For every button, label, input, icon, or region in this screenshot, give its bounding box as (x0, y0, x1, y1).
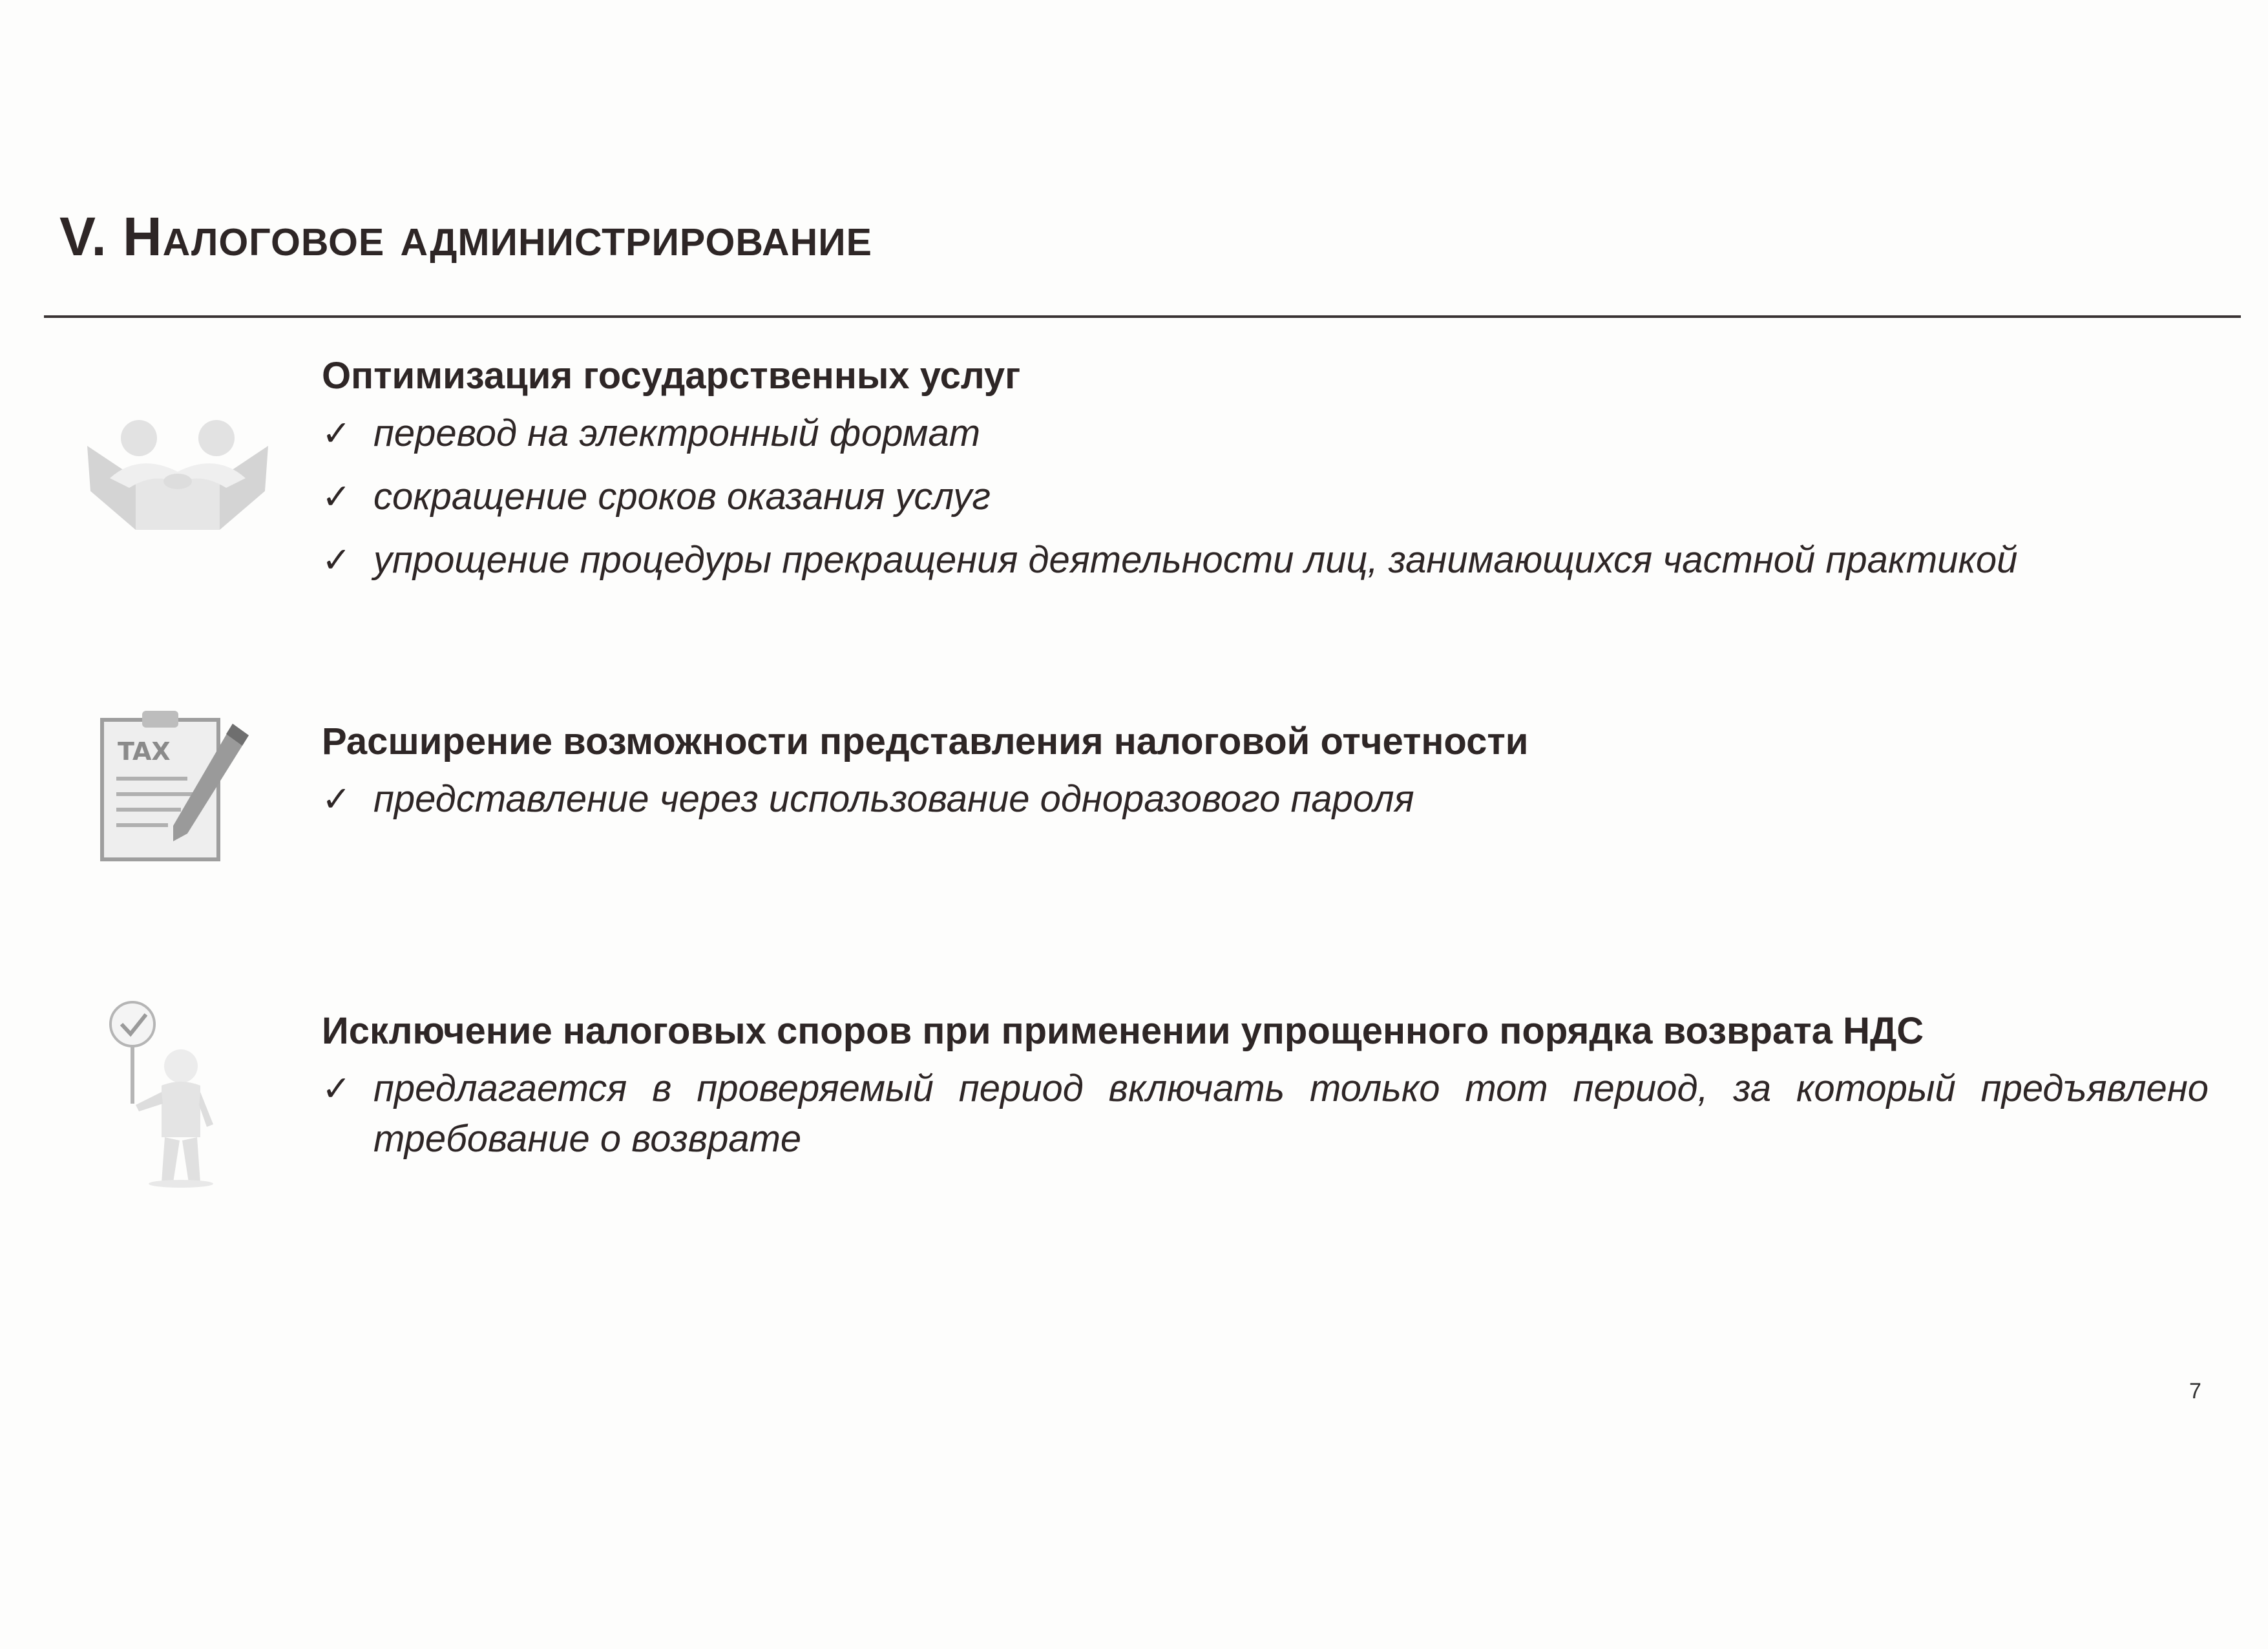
section-heading: Оптимизация государственных услуг (322, 355, 1021, 397)
title-divider (44, 315, 2241, 318)
list-item: ✓ представление через использование одноразового пароля (322, 768, 2209, 831)
list-item: ✓ перевод на электронный формат (322, 402, 2209, 465)
section-optimization (322, 350, 2209, 592)
section-reporting (322, 716, 2209, 831)
checkmark-icon: ✓ (322, 541, 352, 580)
tax-label: TAX (118, 737, 171, 766)
page-number: 7 (2189, 1379, 2201, 1403)
section-heading: Исключение налоговых споров при применении упрощенного порядка возврата НДС (322, 1010, 1924, 1052)
checkmark-icon: ✓ (322, 478, 352, 516)
list-item: ✓ сокращение сроков оказания услуг (322, 465, 2209, 529)
list-item: ✓ упрощение процедуры прекращения деятельности лиц, занимающихся частной практикой (322, 529, 2209, 592)
list-item: ✓ предлагается в проверяемый период включать только тот период, за который предъявлено требование о возврате (322, 1064, 2209, 1164)
tax-form-pencil-icon (97, 698, 258, 866)
handshake-people-icon (71, 407, 284, 536)
page-title: V. Налоговое администрирование (59, 206, 872, 267)
section-vat-refund (322, 1005, 2209, 1164)
checkmark-icon: ✓ (322, 780, 352, 819)
checkmark-icon: ✓ (322, 1069, 352, 1108)
bullet-list (322, 768, 2209, 831)
bullet-list (322, 1064, 2209, 1164)
section-heading: Расширение возможности представления налоговой отчетности (322, 720, 1529, 762)
bullet-list (322, 402, 2209, 592)
person-with-checkmark-sign-icon (103, 995, 233, 1189)
checkmark-icon: ✓ (322, 414, 352, 453)
